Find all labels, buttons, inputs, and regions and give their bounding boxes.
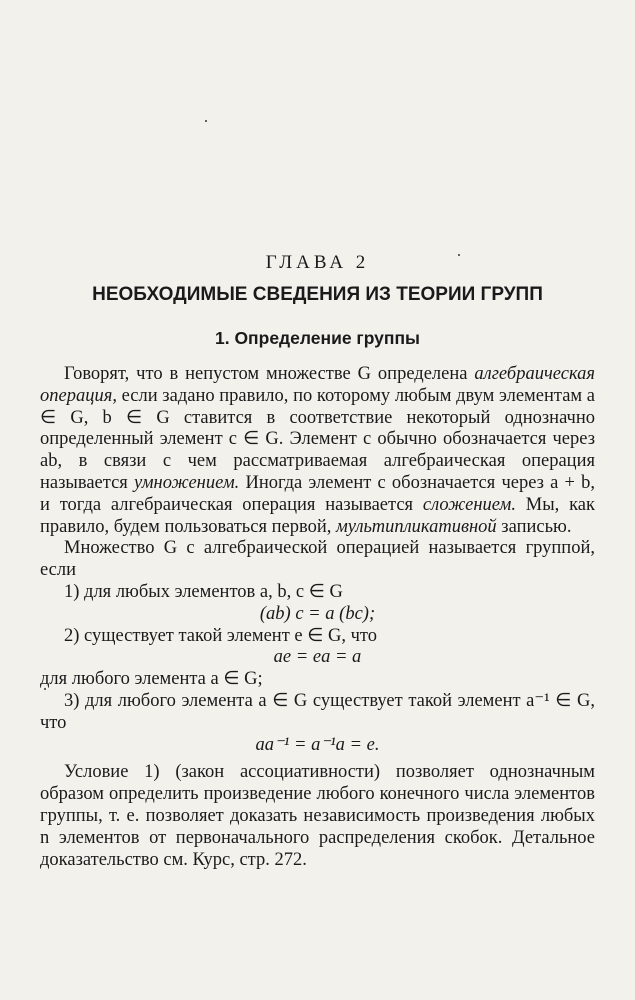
condition-3: 3) для любого элемента a ∈ G существует такой элемент a⁻¹ ∈ G, что xyxy=(40,690,595,733)
formula-associativity: (ab) c = a (bc); xyxy=(259,603,376,624)
text-run: записью. xyxy=(496,516,572,537)
formula-identity: ae = ea = a xyxy=(273,647,362,668)
body-text xyxy=(40,364,595,871)
text-run: Мы, как правило, будем пользоваться первой, xyxy=(40,494,595,537)
emphasis-term: алгебраическая операция xyxy=(40,364,595,406)
print-speck xyxy=(205,120,207,122)
paragraph-definition xyxy=(40,364,595,538)
text-run: , если задано правило, по которому любым двум элементам a ∈ G, b ∈ G ставится в соответствие некоторый однозначно определенный элемент c ∈ G. Элемент c обычно обозначается через ab, в связи с чем рассматриваемая алгебраическая операция называется xyxy=(40,385,595,493)
condition-2-tail: для любого элемента a ∈ G; xyxy=(40,669,263,690)
emphasis-term: сложением. xyxy=(422,494,516,515)
chapter-number: ГЛАВА 2 xyxy=(265,252,370,273)
paragraph-group: Множество G с алгебраической операцией называется группой, если xyxy=(40,538,595,581)
emphasis-term: мультипликативной xyxy=(335,516,497,537)
paragraph-associativity: Условие 1) (закон ассоциативности) позволяет однозначным образом определить произведение любого конечного числа элементов группы, т. е. позволяет доказать независимость произведения любых n элементов от первоначального распределения скобок. Детальное доказательство см. Курс, стр. 272. xyxy=(40,762,595,870)
condition-1: 1) для любых элементов a, b, c ∈ G xyxy=(64,581,343,602)
chapter-title: НЕОБХОДИМЫЕ СВЕДЕНИЯ ИЗ ТЕОРИИ ГРУПП xyxy=(92,284,543,305)
condition-2: 2) существует такой элемент e ∈ G, что xyxy=(64,625,378,646)
emphasis-term: умножением. xyxy=(133,472,240,493)
section-title: 1. Определение группы xyxy=(214,328,420,348)
text-run: Иногда элемент c обозначается через a + b, и тогда алгебраическая операция называется xyxy=(40,472,595,515)
formula-inverse: aa⁻¹ = a⁻¹a = e. xyxy=(255,734,380,755)
text-run: Говорят, что в непустом множестве G определена xyxy=(64,364,475,384)
